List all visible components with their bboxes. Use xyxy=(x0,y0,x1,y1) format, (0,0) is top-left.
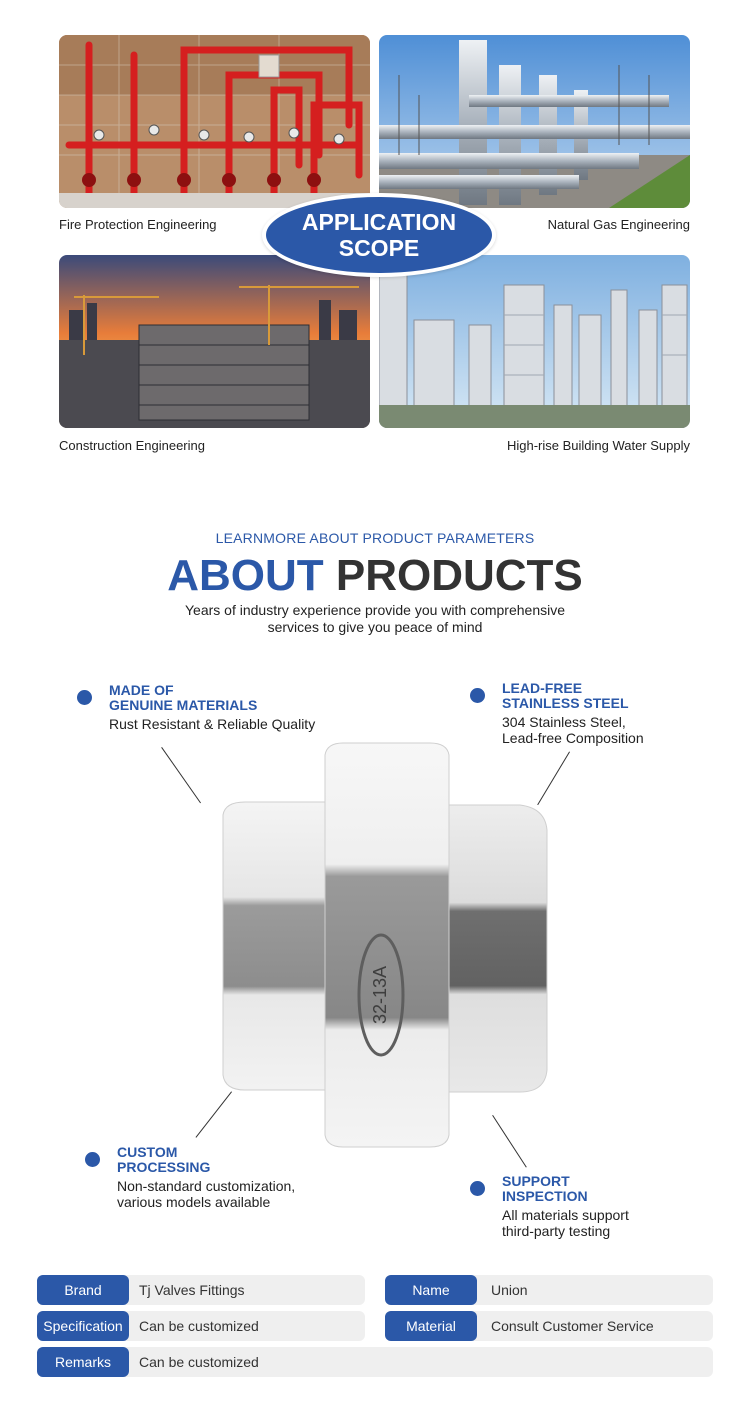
caption-construction: Construction Engineering xyxy=(59,438,205,453)
spec-value-specification: Can be customized xyxy=(139,1318,259,1334)
construction-photo xyxy=(59,255,370,428)
feature-desc: All materials support xyxy=(502,1207,629,1223)
section-kicker: LEARNMORE ABOUT PRODUCT PARAMETERS xyxy=(215,530,535,546)
spec-label-specification: Specification xyxy=(37,1311,129,1341)
about-subtitle xyxy=(0,602,750,636)
high-rise-photo xyxy=(379,255,690,428)
feature-title: STAINLESS STEEL xyxy=(502,695,629,711)
natural-gas-photo xyxy=(379,35,690,208)
fitting-marking: 32-13A xyxy=(370,965,390,1025)
application-scope-badge xyxy=(262,193,496,277)
leader-line-materials xyxy=(161,747,201,803)
about-title-dark: PRODUCTS xyxy=(335,551,583,600)
caption-natural-gas: Natural Gas Engineering xyxy=(547,217,690,232)
spec-value-remarks: Can be customized xyxy=(139,1354,259,1370)
spec-label-remarks: Remarks xyxy=(37,1347,129,1377)
about-title-blue: ABOUT xyxy=(167,551,324,600)
spec-value-name: Union xyxy=(491,1282,528,1298)
union-fitting-image xyxy=(215,740,550,1150)
spec-label-material: Material xyxy=(385,1311,477,1341)
bullet-dot xyxy=(85,1152,100,1167)
bullet-dot xyxy=(470,1181,485,1196)
spec-value-material: Consult Customer Service xyxy=(491,1318,654,1334)
about-title xyxy=(0,550,750,602)
feature-materials xyxy=(77,683,315,732)
feature-desc: Non-standard customization, xyxy=(117,1178,296,1194)
feature-desc: third-party testing xyxy=(502,1223,611,1239)
feature-title: CUSTOM xyxy=(117,1144,178,1160)
badge-line-2: SCOPE xyxy=(338,235,420,261)
feature-custom xyxy=(85,1145,295,1210)
spec-value-brand: Tj Valves Fittings xyxy=(139,1282,245,1298)
spec-label-name: Name xyxy=(385,1275,477,1305)
feature-steel xyxy=(470,681,644,746)
subtitle-line-1: Years of industry experience provide you with comprehensive xyxy=(184,602,566,618)
feature-inspection xyxy=(470,1174,629,1239)
spec-label-brand: Brand xyxy=(37,1275,129,1305)
feature-desc: Lead-free Composition xyxy=(502,730,644,746)
badge-line-1: APPLICATION xyxy=(301,209,457,235)
feature-title: SUPPORT xyxy=(502,1173,570,1189)
bullet-dot xyxy=(470,688,485,703)
feature-desc: Rust Resistant & Reliable Quality xyxy=(109,716,316,732)
feature-title: LEAD-FREE xyxy=(502,680,583,696)
subtitle-line-2: services to give you peace of mind xyxy=(267,619,483,635)
caption-fire-protection: Fire Protection Engineering xyxy=(59,217,217,232)
bullet-dot xyxy=(77,690,92,705)
feature-title: INSPECTION xyxy=(502,1188,588,1204)
feature-desc: 304 Stainless Steel, xyxy=(502,714,626,730)
fire-protection-photo xyxy=(59,35,370,208)
feature-title: MADE OF xyxy=(109,682,174,698)
caption-high-rise: High-rise Building Water Supply xyxy=(506,438,690,453)
feature-title: GENUINE MATERIALS xyxy=(109,697,258,713)
feature-desc: various models available xyxy=(117,1194,271,1210)
feature-title: PROCESSING xyxy=(117,1159,211,1175)
